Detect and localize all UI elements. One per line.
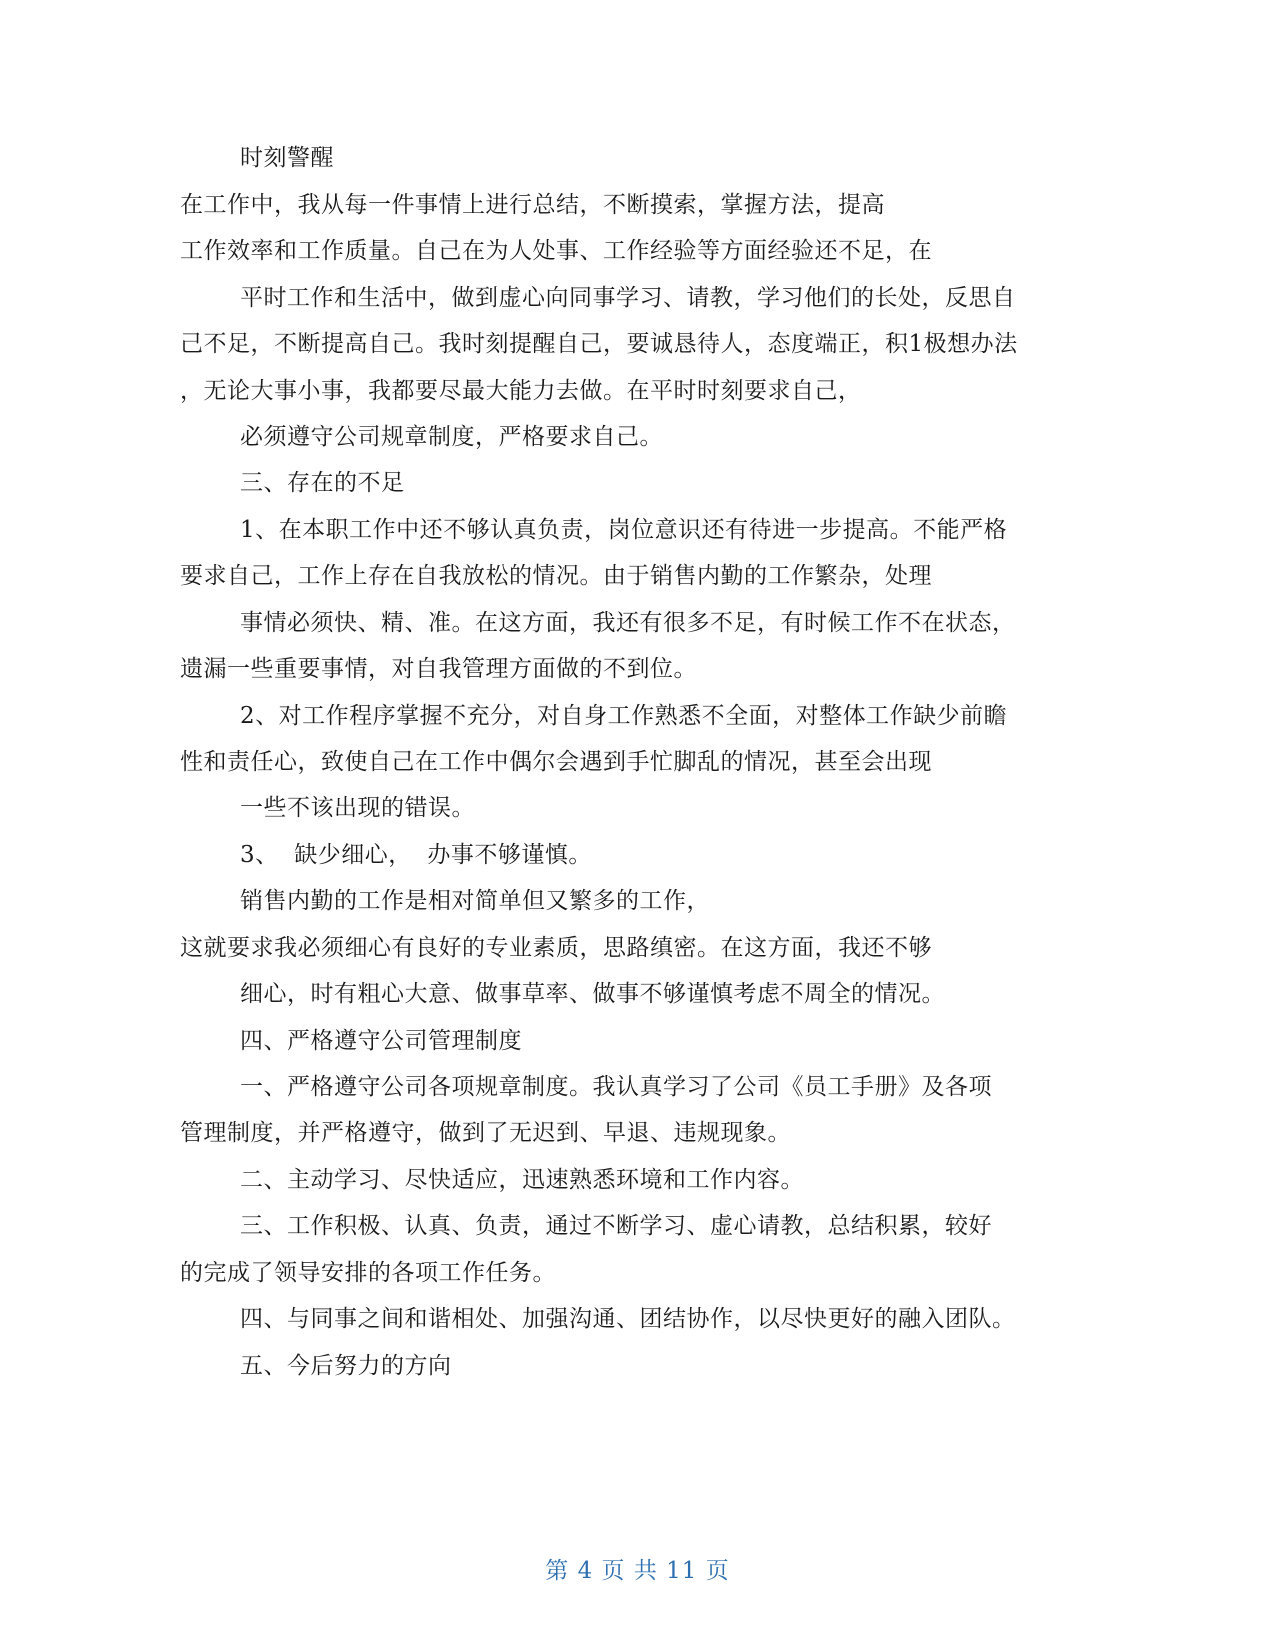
- text-line: 遗漏一些重要事情，对自我管理方面做的不到位。: [180, 656, 697, 682]
- text-line: 2、对工作程序掌握不充分，对自身工作熟悉不全面，对整体工作缺少前瞻: [240, 703, 1008, 729]
- text-line: 四、与同事之间和谐相处、加强沟通、团结协作，以尽快更好的融入团队。: [240, 1306, 1016, 1332]
- text-line: 1、在本职工作中还不够认真负责，岗位意识还有待进一步提高。不能严格: [240, 517, 1008, 543]
- section-heading: 三、存在的不足: [240, 470, 405, 496]
- text-line: 管理制度，并严格遵守，做到了无迟到、早退、违规现象。: [180, 1120, 791, 1146]
- text-line: 二、主动学习、尽快适应，迅速熟悉环境和工作内容。: [240, 1167, 804, 1193]
- text-line: 要求自己，工作上存在自我放松的情况。由于销售内勤的工作繁杂，处理: [180, 563, 932, 589]
- text-line: 的完成了领导安排的各项工作任务。: [180, 1260, 556, 1286]
- text-line: 一些不该出现的错误。: [240, 795, 475, 821]
- text-line: 3、 缺少细心， 办事不够谨慎。: [240, 842, 592, 868]
- text-line: 性和责任心，致使自己在工作中偶尔会遇到手忙脚乱的情况，甚至会出现: [180, 749, 932, 775]
- section-heading: 五、今后努力的方向: [240, 1353, 452, 1379]
- text-line: 必须遵守公司规章制度，严格要求自己。: [240, 424, 663, 450]
- text-line: 平时工作和生活中，做到虚心向同事学习、请教，学习他们的长处，反思自: [240, 285, 1016, 311]
- text-line: 己不足，不断提高自己。我时刻提醒自己，要诚恳待人，态度端正，积1极想办法: [180, 331, 1018, 357]
- text-line: ，无论大事小事，我都要尽最大能力去做。在平时时刻要求自己，: [180, 378, 862, 404]
- text-line: 一、严格遵守公司各项规章制度。我认真学习了公司《员工手册》及各项: [240, 1074, 992, 1100]
- text-line: 销售内勤的工作是相对简单但又繁多的工作，: [240, 888, 710, 914]
- text-line: 事情必须快、精、准。在这方面，我还有很多不足，有时候工作不在状态，: [240, 610, 1016, 636]
- text-line: 三、工作积极、认真、负责，通过不断学习、虚心请教，总结积累，较好: [240, 1213, 992, 1239]
- page-indicator: 第 4 页 共 11 页: [545, 1558, 730, 1584]
- text-line: 时刻警醒: [240, 145, 334, 171]
- text-line: 工作效率和工作质量。自己在为人处事、工作经验等方面经验还不足，在: [180, 238, 932, 264]
- text-line: 在工作中，我从每一件事情上进行总结，不断摸索，掌握方法，提高: [180, 192, 885, 218]
- section-heading: 四、严格遵守公司管理制度: [240, 1028, 522, 1054]
- text-line: 细心，时有粗心大意、做事草率、做事不够谨慎考虑不周全的情况。: [240, 981, 945, 1007]
- text-line: 这就要求我必须细心有良好的专业素质，思路缜密。在这方面，我还不够: [180, 935, 932, 961]
